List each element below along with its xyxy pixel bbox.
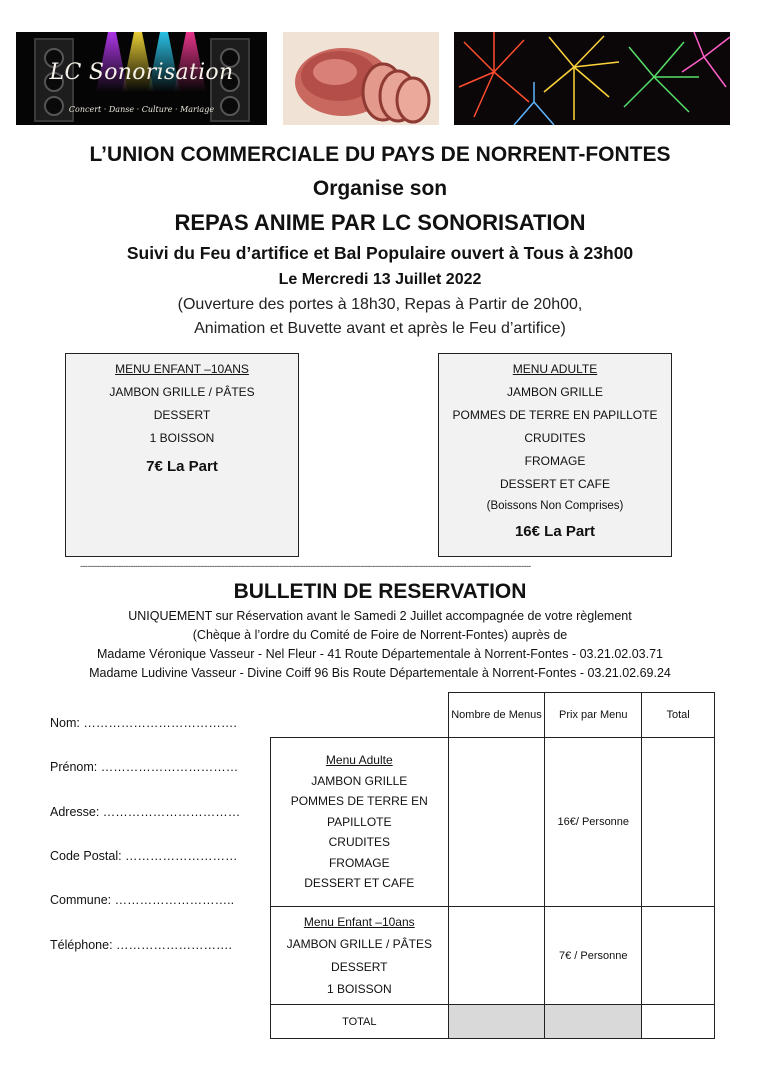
organise-line: Organise son [312, 177, 448, 200]
adult-menu-item: FROMAGE [328, 855, 390, 870]
ham-illustration [283, 32, 439, 125]
event-title: REPAS ANIME PAR LC SONORISATION [174, 210, 586, 235]
menu-adult-note: (Boissons Non Comprises) [486, 500, 624, 512]
event-info-line-2: Animation et Buvette avant et après le Feu d’artifice) [194, 320, 566, 337]
fireworks-graphic [454, 32, 730, 125]
child-menu-cell [271, 907, 449, 1005]
nom-field: Nom: ………………………………. [50, 716, 237, 730]
header-nombre-menus: Nombre de Menus [448, 693, 545, 738]
table-row-child [271, 907, 715, 1005]
child-menu-item: DESSERT [331, 959, 388, 974]
event-info-line-1: (Ouverture des portes à 18h30, Repas à Partir de 20h00, [177, 296, 583, 313]
child-total-cell[interactable] [642, 907, 715, 1005]
menu-adult-item: DESSERT ET CAFE [499, 477, 611, 491]
menu-child-box [65, 353, 299, 557]
adult-menu-heading: Menu Adulte [325, 753, 393, 768]
commune-field: Commune: ……………………….. [50, 893, 235, 907]
child-menu-item: 1 BOISSON [326, 982, 392, 996]
menu-child-heading: MENU ENFANT –10ANS [115, 362, 249, 376]
logo-tagline: Concert · Danse · Culture · Mariage [68, 105, 215, 114]
header-prix-par-menu: Prix par Menu [545, 693, 642, 738]
bulletin-contact: Madame Véronique Vasseur - Nel Fleur - 41 Route Départementale à Norrent-Fontes - 03.21.02.03.71 [96, 647, 664, 661]
child-menu-item: JAMBON GRILLE / PÂTES [286, 937, 432, 951]
event-subtitle: Suivi du Feu d’artifice et Bal Populaire ouvert à Tous à 23h00 [126, 243, 634, 263]
reservation-table [270, 692, 715, 1039]
prenom-field: Prénom: …………………………… [50, 760, 239, 774]
organizer-title: L’UNION COMMERCIALE DU PAYS DE NORRENT-FONTES [89, 143, 671, 166]
menu-adult-price: 16€ La Part [514, 523, 596, 540]
menu-adult-box [438, 353, 672, 557]
total-gray-cell [545, 1005, 642, 1039]
menu-child-item: JAMBON GRILLE / PÂTES [109, 385, 255, 399]
menu-child-price: 7€ La Part [146, 458, 218, 475]
adult-menu-item: PAPILLOTE [327, 814, 392, 829]
menu-child-item: 1 BOISSON [149, 431, 215, 445]
menu-adult-heading: MENU ADULTE [512, 362, 598, 376]
adresse-field: Adresse: …………………………… [50, 805, 241, 819]
adult-menu-item: DESSERT ET CAFE [304, 876, 415, 891]
adult-menu-cell [271, 738, 449, 907]
adult-quantity-cell[interactable] [448, 738, 545, 907]
menu-adult-item: CRUDITES [524, 431, 586, 445]
adult-menu-item: CRUDITES [328, 835, 390, 850]
code-postal-field: Code Postal: ……………………… [50, 849, 238, 863]
adult-menu-item: JAMBON GRILLE [311, 773, 408, 788]
event-date: Le Mercredi 13 Juillet 2022 [278, 271, 482, 288]
grand-total-cell[interactable] [642, 1005, 715, 1039]
child-menu-heading: Menu Enfant –10ans [303, 914, 415, 929]
ham-graphic [283, 32, 439, 125]
fireworks-photo [454, 32, 730, 125]
menu-adult-item: POMMES DE TERRE EN PAPILLOTE [452, 408, 658, 422]
menu-adult-item: JAMBON GRILLE [506, 385, 604, 399]
lc-sonorisation-logo [16, 32, 267, 125]
table-row-adult [271, 738, 715, 907]
menu-adult-item: FROMAGE [524, 454, 586, 468]
cut-separator: -------------------------------------------------------------------------------------------------------------------------------------------------------------------------------------------- [80, 561, 531, 571]
bulletin-line: UNIQUEMENT sur Réservation avant le Samedi 2 Juillet accompagnée de votre règlement [128, 609, 632, 623]
adult-price-cell: 16€/ Personne [545, 738, 642, 907]
total-gray-cell [448, 1005, 545, 1039]
adult-menu-item: POMMES DE TERRE EN [290, 794, 428, 809]
logo-text: LC Sonorisation [49, 60, 234, 85]
bulletin-contact: Madame Ludivine Vasseur - Divine Coiff 96 Bis Route Départementale à Norrent-Fontes - 03.21.02.69.24 [89, 666, 671, 680]
header-total: Total [642, 693, 715, 738]
table-header-row [271, 693, 715, 738]
menu-child-item: DESSERT [153, 408, 211, 422]
child-quantity-cell[interactable] [448, 907, 545, 1005]
table-corner [271, 693, 449, 738]
bulletin-title: BULLETIN DE RESERVATION [233, 580, 527, 603]
total-label: TOTAL [271, 1005, 449, 1039]
table-row-total [271, 1005, 715, 1039]
adult-total-cell[interactable] [642, 738, 715, 907]
bulletin-line: (Chèque à l’ordre du Comité de Foire de Norrent-Fontes) auprès de [192, 628, 568, 642]
child-price-cell: 7€ / Personne [545, 907, 642, 1005]
telephone-field: Téléphone: ………………………. [50, 938, 232, 952]
